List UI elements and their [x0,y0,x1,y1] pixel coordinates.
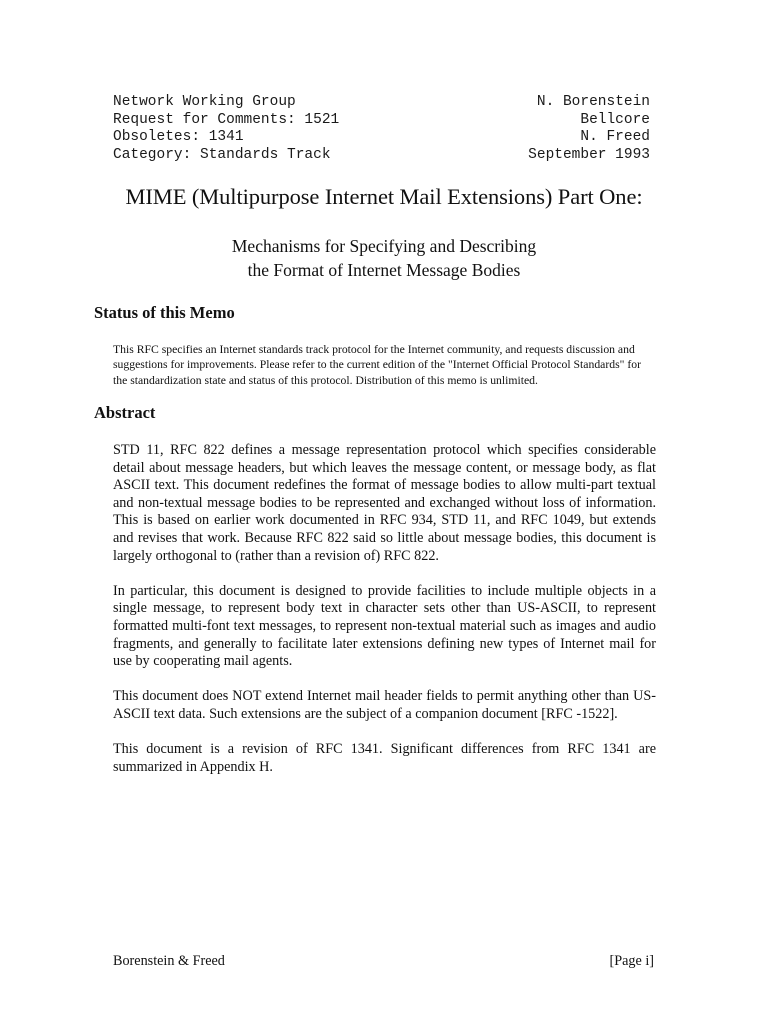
header-category: Category: Standards Track [113,147,331,164]
status-paragraph: This RFC specifies an Internet standards track protocol for the Internet community, and requests discussion and suggestions for improvements. Please refer to the current edition of the "Internet Official Protocol Standards" for the standardization state and status of this protocol. Distribution of this memo is unlimited. [113,343,641,387]
abstract-section [113,442,656,794]
header-row [113,112,650,130]
footer-authors: Borenstein & Freed [113,953,225,969]
header-group: Network Working Group [113,94,296,110]
header-row [113,94,650,112]
abstract-paragraph-3: This document does NOT extend Internet mail header fields to permit anything other than US-ASCII text data. Such extensions are the subject of a companion document [RFC -1522]. [113,688,656,722]
abstract-heading: Abstract [94,403,156,422]
document-title: MIME (Multipurpose Internet Mail Extensions) Part One: [125,184,643,209]
status-section [113,342,657,388]
header-org-1: Bellcore [580,111,650,128]
abstract-paragraph-2: In particular, this document is designed to provide facilities to include multiple objects in a single message, to represent body text in character sets other than US-ASCII, to represent formatted multi-font text messages, to represent non-textual material such as images and audio fragments, and generally to facilitate later extensions defining new types of Internet mail for use by cooperating mail agents. [113,582,656,670]
subtitle-line-1: Mechanisms for Specifying and Describing [231,236,537,256]
header-rfc-number: Request for Comments: 1521 [113,111,340,128]
header-author-2: N. Freed [580,129,650,146]
rfc-header [113,94,650,165]
page-footer [113,953,654,970]
abstract-paragraph-4: This document is a revision of RFC 1341. Significant differences from RFC 1341 are summarized in Appendix H. [113,741,656,775]
document-subtitle [0,234,768,282]
header-row [113,147,650,165]
footer-page-number: [Page i] [609,953,654,969]
header-author-1: N. Borenstein [536,94,650,110]
abstract-paragraph-1: STD 11, RFC 822 defines a message representation protocol which specifies considerable detail about message headers, but which leaves the message content, or message body, as flat ASCII text. This document redefines the format of message bodies to allow multi-part textual and non-textual message bodies to be represented and exchanged without loss of information. This is based on earlier work documented in RFC 934, STD 11, and RFC 1049, but extends and revises that work. Because RFC 822 said so little about message bodies, this document is largely orthogonal to (rather than a revision of) RFC 822. [113,442,656,564]
header-row [113,129,650,147]
header-date: September 1993 [528,147,650,164]
header-obsoletes: Obsoletes: 1341 [113,129,244,146]
status-heading: Status of this Memo [94,303,235,322]
subtitle-line-2: the Format of Internet Message Bodies [247,260,521,280]
